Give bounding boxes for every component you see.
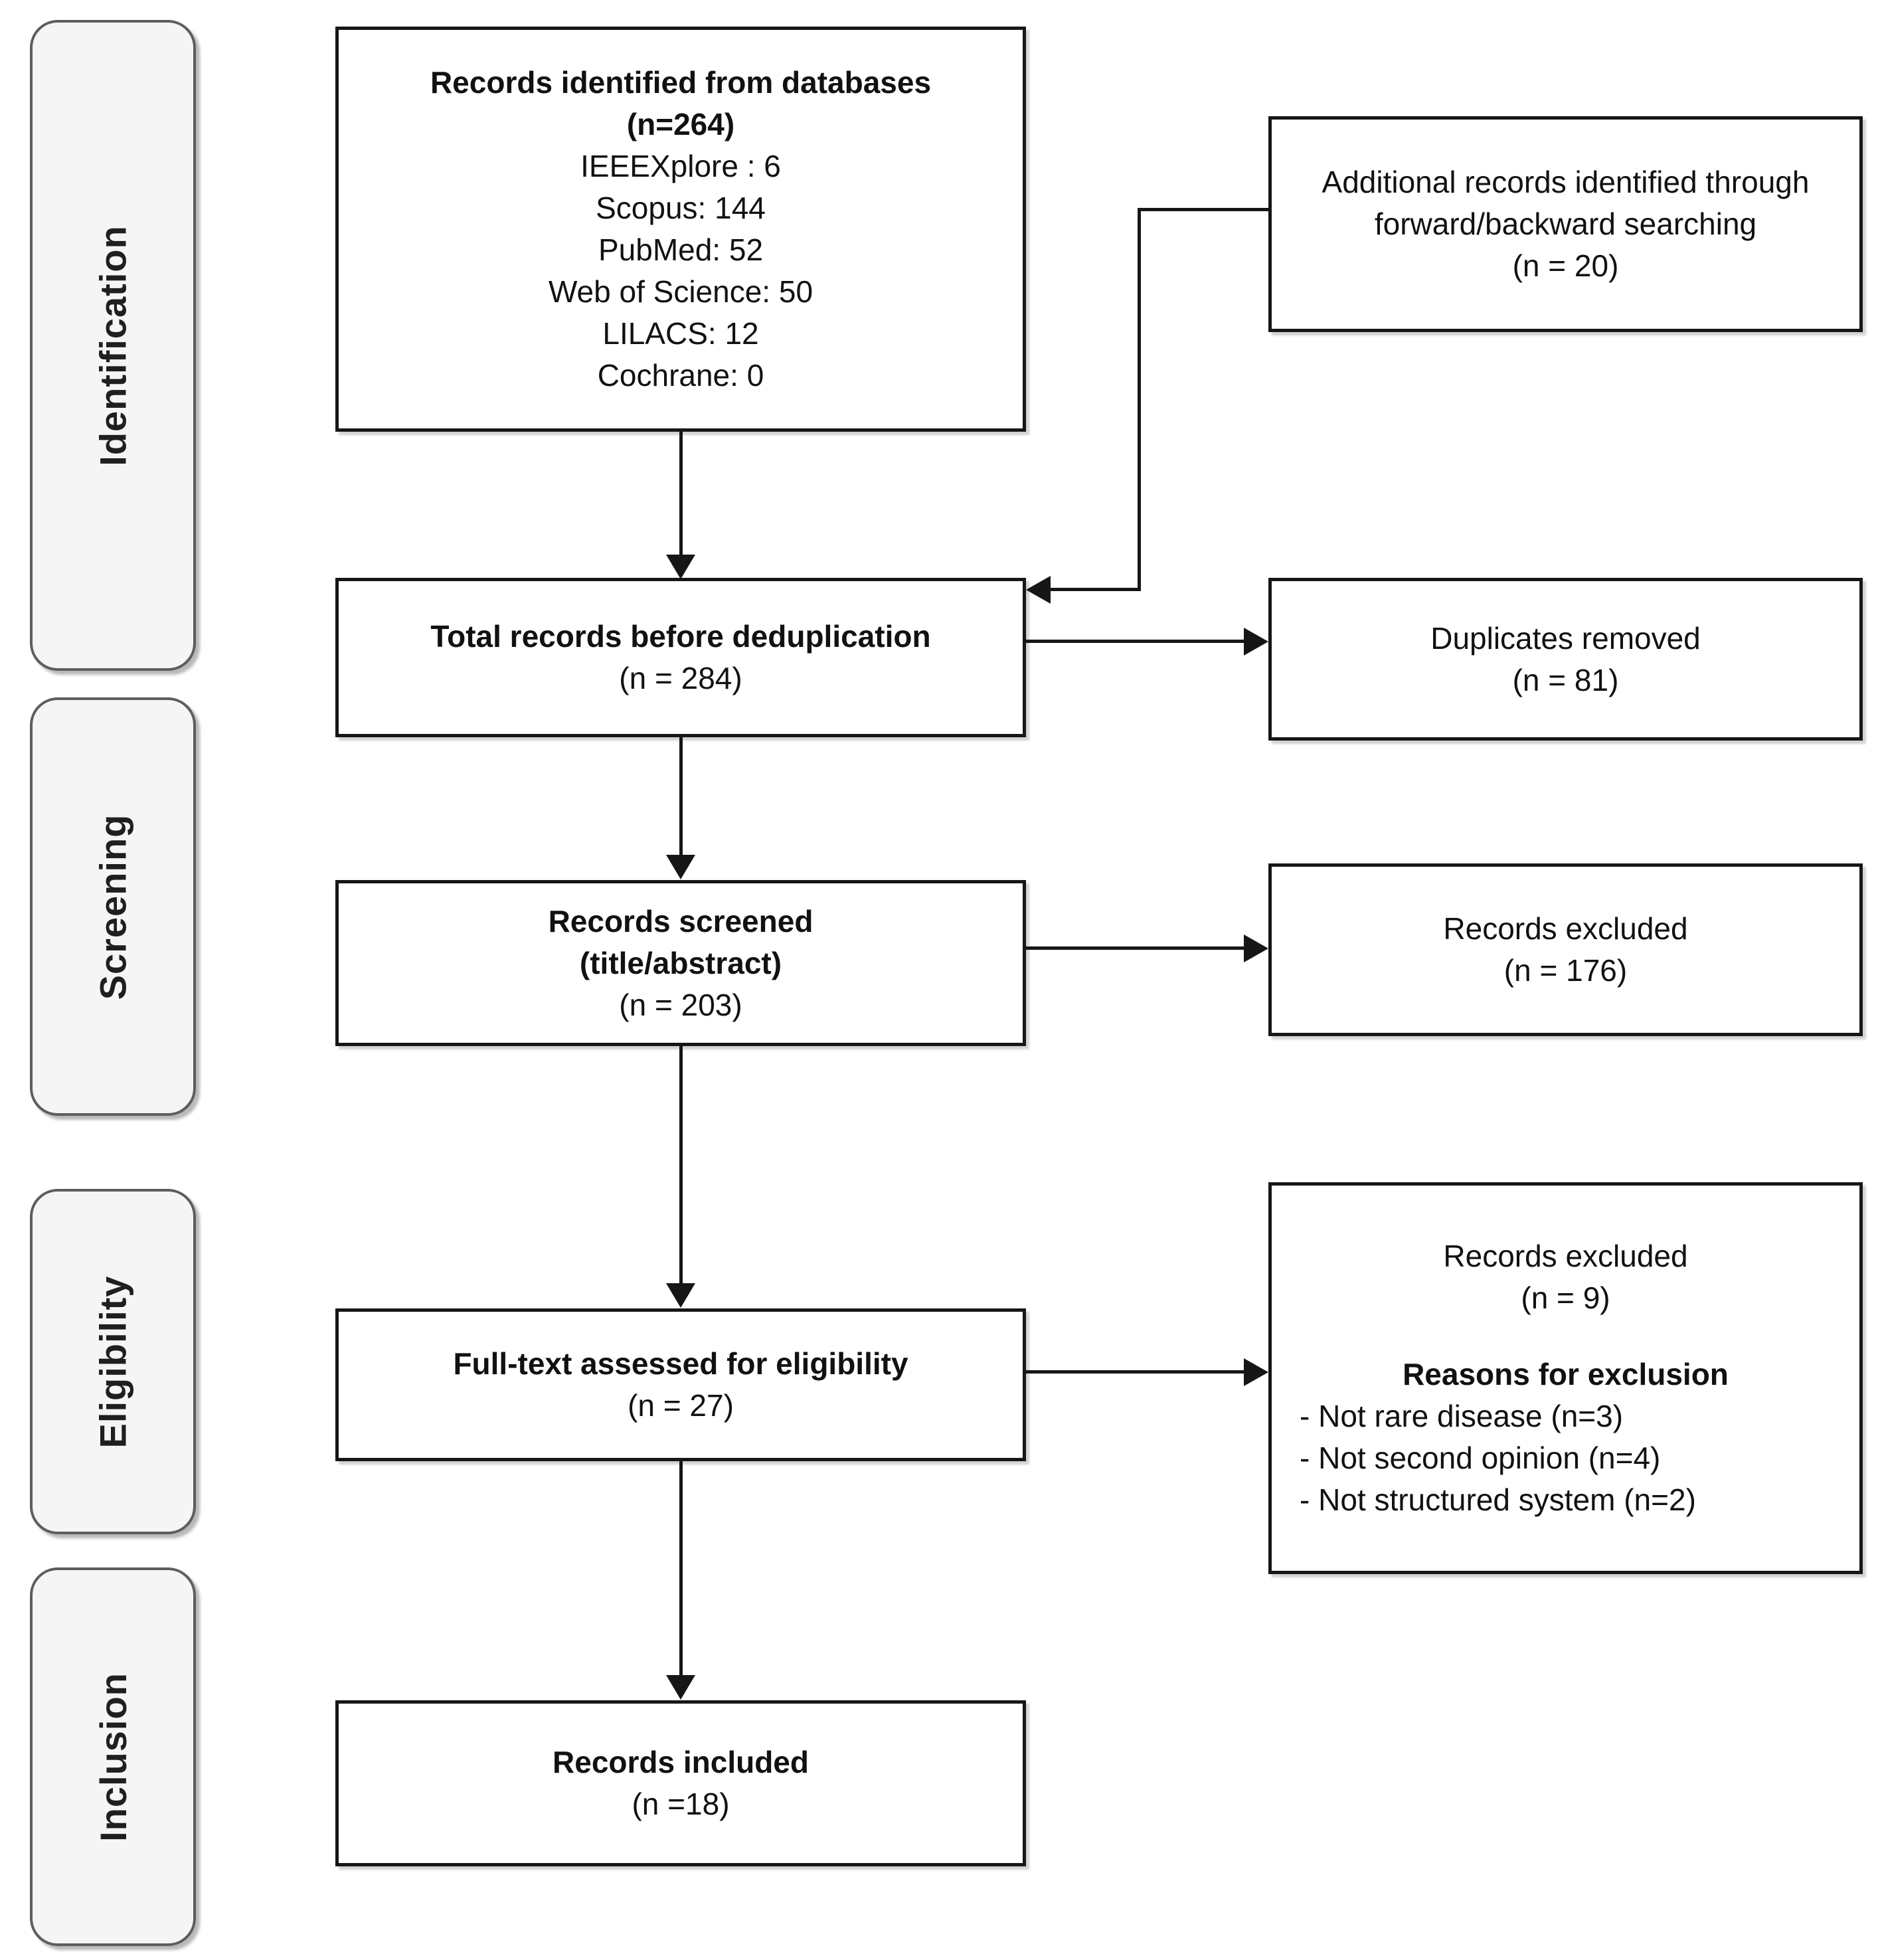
box-records-excluded-screening (1268, 863, 1863, 1036)
box-title: Records screened (548, 903, 813, 938)
box-text: Records excluded (1443, 1239, 1688, 1273)
reasons-title: Reasons for exclusion (1403, 1357, 1729, 1391)
stage-identification-label: Identification (92, 224, 134, 466)
arrow-line (1138, 208, 1268, 211)
arrow-line (1026, 1370, 1246, 1374)
box-count: (n =18) (632, 1787, 730, 1821)
reason-line: - Not second opinion (n=4) (1300, 1441, 1661, 1475)
box-text: Duplicates removed (1430, 620, 1701, 656)
source-line: Cochrane: 0 (597, 358, 764, 393)
stage-screening (30, 697, 196, 1116)
box-title: Records included (553, 1745, 809, 1779)
arrow-head (666, 1675, 695, 1700)
arrow-line (1048, 588, 1141, 591)
box-records-identified (335, 27, 1026, 432)
stage-eligibility (30, 1189, 196, 1534)
box-fulltext-assessed (335, 1308, 1026, 1461)
arrow-line (679, 1461, 683, 1678)
box-records-included (335, 1700, 1026, 1866)
box-records-excluded-fulltext (1268, 1182, 1863, 1574)
reason-line: - Not structured system (n=2) (1300, 1482, 1696, 1517)
arrow-line (1138, 208, 1141, 591)
arrow-line (679, 432, 683, 559)
stage-screening-label: Screening (92, 814, 134, 1000)
arrow-head (1244, 1358, 1268, 1386)
reason-line: - Not rare disease (n=3) (1300, 1399, 1624, 1433)
arrow-head (666, 1283, 695, 1308)
arrow-line (679, 1046, 683, 1285)
source-line: LILACS: 12 (602, 316, 759, 351)
box-count: (n = 203) (619, 987, 742, 1022)
box-count: (n = 176) (1503, 953, 1628, 988)
box-count: (n = 81) (1512, 662, 1619, 697)
stage-eligibility-label: Eligibility (92, 1275, 134, 1448)
arrow-head (1244, 628, 1268, 656)
box-title: Full-text assessed for eligibility (453, 1346, 908, 1381)
arrow-head (666, 855, 695, 879)
box-records-screened (335, 880, 1026, 1046)
stage-inclusion-label: Inclusion (92, 1672, 134, 1842)
arrow-head (666, 555, 695, 579)
source-line: PubMed: 52 (598, 232, 764, 267)
box-title: Records identified from databases (430, 65, 932, 100)
arrow-line (1026, 946, 1246, 950)
source-line: IEEEXplore : 6 (580, 149, 781, 183)
source-line: Web of Science: 50 (548, 274, 813, 309)
box-text: Additional records identified through forward/backward searching (1322, 165, 1810, 241)
arrow-head (1244, 935, 1268, 962)
box-count: (n = 284) (619, 661, 742, 695)
box-additional-records (1268, 116, 1863, 332)
box-count: (n = 27) (628, 1388, 734, 1423)
stage-inclusion (30, 1567, 196, 1946)
box-count: (n=264) (626, 107, 735, 141)
box-duplicates-removed (1268, 578, 1863, 741)
box-dedup-total (335, 578, 1026, 737)
box-count: (n = 9) (1521, 1281, 1610, 1315)
box-title: Total records before deduplication (430, 619, 931, 654)
box-count: (n = 20) (1512, 248, 1619, 283)
stage-identification (30, 20, 196, 671)
arrow-line (679, 737, 683, 857)
arrow-line (1026, 640, 1246, 643)
box-subtitle: (title/abstract) (579, 945, 782, 980)
source-line: Scopus: 144 (596, 191, 766, 225)
box-text: Records excluded (1443, 911, 1688, 946)
arrow-head (1026, 576, 1051, 604)
